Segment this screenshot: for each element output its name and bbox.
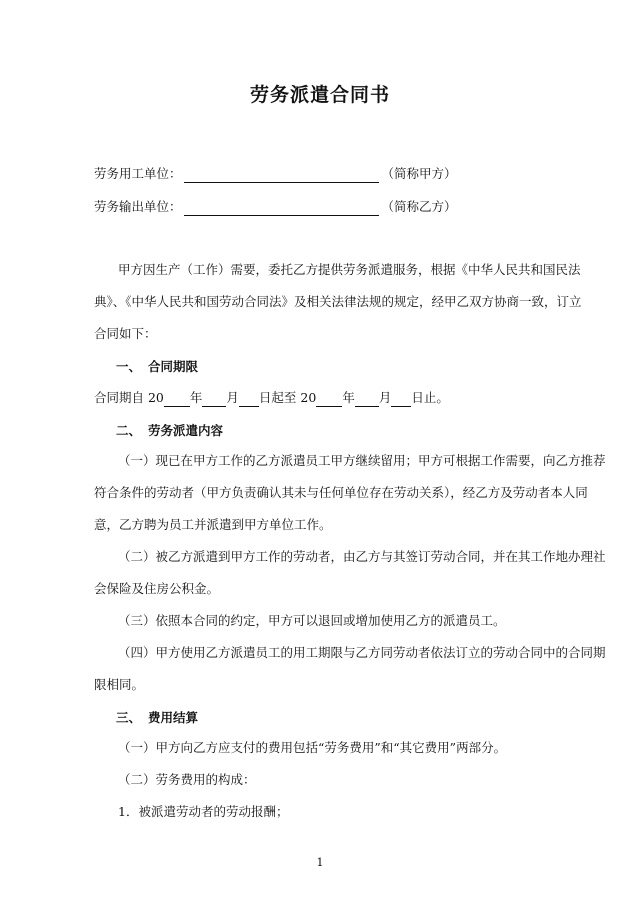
contract-period-line	[94, 389, 449, 407]
end-year-unit: 年	[342, 390, 355, 405]
party-a-note: （简称甲方）	[381, 166, 457, 181]
section-2-heading	[116, 421, 223, 439]
section-2-p2-line-2: 会保险及住房公积金。	[94, 581, 220, 596]
party-a-blank	[184, 168, 379, 183]
party-b-line	[94, 198, 457, 216]
section-1-title: 合同期限	[148, 359, 199, 374]
section-2-p1-line-1: （一）现已在甲方工作的乙方派遣员工甲方继续留用；甲方可根据工作需要，向乙方推荐	[118, 453, 606, 468]
section-2-p3-line-1: （三）依照本合同的约定，甲方可以退回或增加使用乙方的派遣员工。	[118, 613, 506, 628]
section-2-p1-line-2: 符合条件的劳动者（甲方负责确认其未与任何单位存在劳动关系），经乙方及劳动者本人同	[94, 485, 588, 500]
document-title: 劳务派遣合同书	[249, 84, 390, 106]
end-month-unit: 月	[378, 390, 392, 405]
start-year-blank	[164, 392, 190, 407]
section-2-p2-line-1: （二）被乙方派遣到甲方工作的劳动者，由乙方与其签订劳动合同，并在其工作地办理社	[118, 549, 606, 564]
party-b-note: （简称乙方）	[381, 199, 457, 214]
intro-line-1: 甲方因生产（工作）需要，委托乙方提供劳务派遣服务，根据《中华人民共和国民法	[118, 262, 581, 277]
period-start-prefix: 合同期自 20	[94, 390, 164, 405]
section-3-number: 三、	[116, 710, 142, 725]
section-2-p4-line-1: （四）甲方使用乙方派遣员工的用工期限与乙方同劳动者依法订立的劳动合同中的合同期	[118, 645, 606, 660]
page-number: 1	[316, 856, 324, 869]
start-month-unit: 月	[226, 390, 239, 405]
section-3-p1: （一）甲方向乙方应支付的费用包括“劳务费用”和“其它费用”两部分。	[118, 740, 507, 755]
party-a-line	[94, 165, 457, 183]
section-3-p3: 1．被派遣劳动者的劳动报酬；	[118, 804, 289, 819]
section-3-p2: （二）劳务费用的构成：	[118, 772, 256, 787]
section-2-number: 二、	[116, 423, 142, 438]
section-2-title: 劳务派遣内容	[148, 423, 224, 438]
start-day-blank	[239, 392, 259, 407]
section-3-title: 费用结算	[148, 710, 199, 725]
start-year-unit: 年	[189, 390, 203, 405]
end-month-blank	[355, 392, 379, 407]
section-2-p1-line-3: 意，乙方聘为员工并派遣到甲方单位工作。	[94, 517, 332, 532]
section-1-heading	[116, 357, 198, 375]
period-end-prefix: 日起至 20	[258, 390, 317, 405]
end-year-blank	[316, 392, 342, 407]
section-1-number: 一、	[116, 359, 142, 374]
end-day-blank	[391, 392, 411, 407]
intro-line-2: 典》、《中华人民共和国劳动合同法》及相关法律法规的规定，经甲乙双方协商一致，订立	[94, 294, 582, 309]
party-a-label: 劳务用工单位：	[94, 166, 182, 181]
period-end-suffix: 日止。	[411, 390, 449, 405]
intro-line-3: 合同如下：	[94, 326, 157, 341]
section-2-p4-line-2: 限相同。	[94, 677, 145, 692]
party-b-blank	[184, 201, 379, 216]
start-month-blank	[202, 392, 226, 407]
section-3-heading	[116, 708, 198, 726]
party-b-label: 劳务输出单位：	[94, 199, 182, 214]
